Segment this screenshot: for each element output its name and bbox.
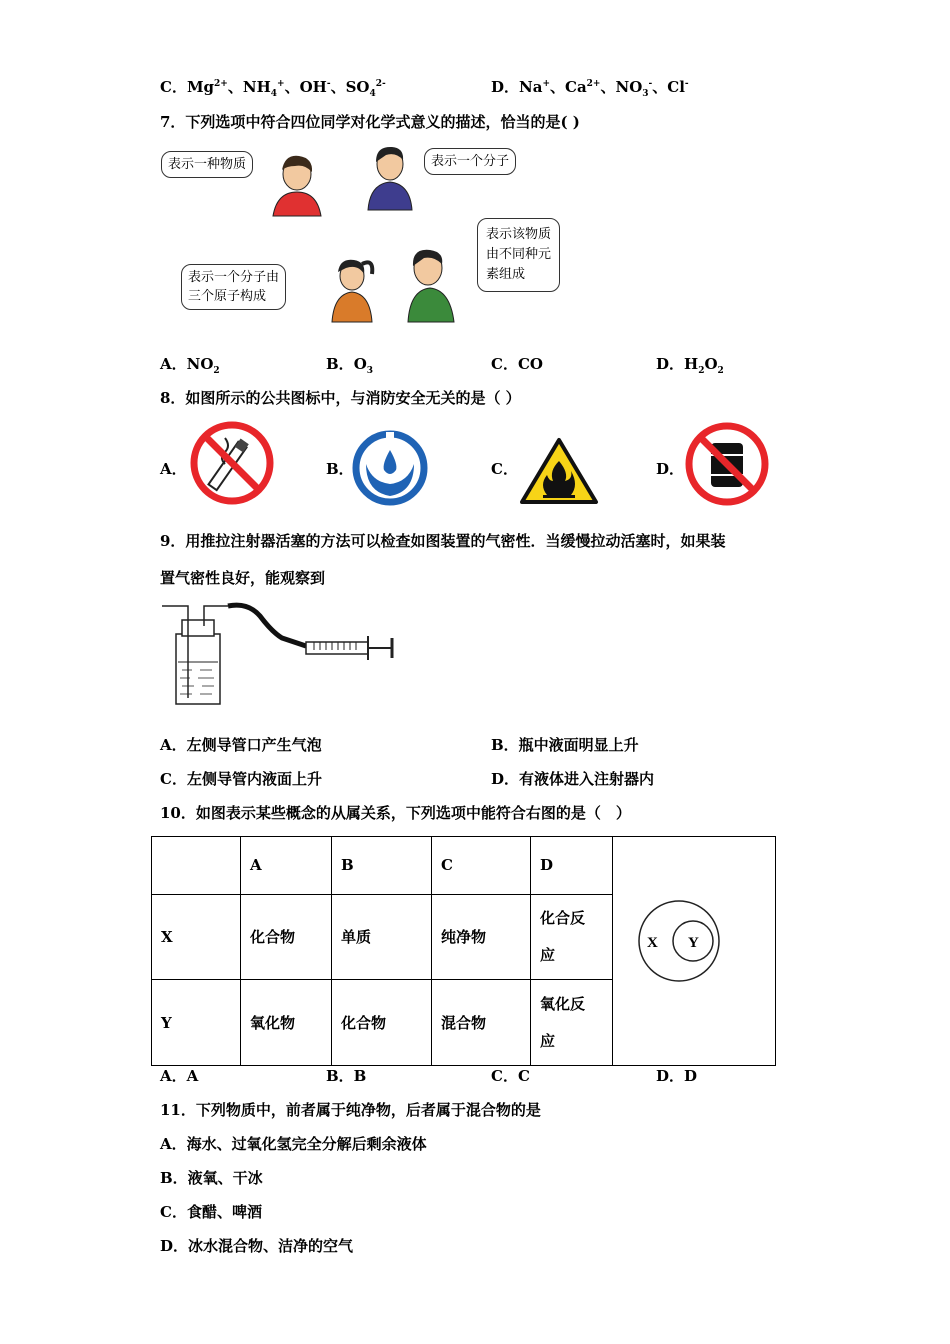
q9-option-a: A．左侧导管口产生气泡 [160,736,322,754]
outer-label: X [647,935,658,951]
q7-option-b: B．$O_3$ [326,355,374,376]
table-cell: 化合物 [332,980,432,1066]
table-cell: X [152,894,241,980]
q11-stem: 11．下列物质中，前者属于纯净物，后者属于混合物的是 [160,1101,541,1119]
q8-option-a: A． [160,460,187,478]
speech-bubble-4: 表示该物质 由不同种元 素组成 [477,218,560,292]
table-cell: 化合反 应 [531,894,613,980]
student-boy-3-icon [404,246,464,324]
venn-diagram-cell [613,837,776,1066]
table-cell: 单质 [332,894,432,980]
student-boy-1-icon [265,152,327,218]
speech-bubble-2: 表示一个分子 [424,148,516,175]
q11-option-b: B．液氧、干冰 [160,1169,263,1187]
q11-option-d: D．冰水混合物、洁净的空气 [160,1237,354,1255]
table-header-cell: D [531,837,613,895]
speech-bubble-1: 表示一种物质 [161,151,253,178]
q6-option-c: C．$Mg^{2+}$、$NH_4^+$、OH-、$SO_4^{2-}$ [160,78,386,99]
table-cell: Y [152,980,241,1066]
q8-option-b: B． [326,460,354,478]
table-header-cell [152,837,241,895]
q9-option-c: C．左侧导管内液面上升 [160,770,322,788]
q7-stem: 7．下列选项中符合四位同学对化学式意义的描述，恰当的是( ) [160,113,580,131]
q9-stem-line2: 置气密性良好，能观察到 [160,569,326,587]
q9-stem-line1: 9．用推拉注射器活塞的方法可以检查如图装置的气密性．当缓慢拉动活塞时，如果装 [160,532,726,550]
student-girl-icon [318,254,384,324]
no-oil-barrel-sign-icon [684,421,770,507]
table-cell: 纯净物 [432,894,531,980]
q10-option-a: A．A [160,1067,199,1085]
water-saving-sign-icon [352,430,428,506]
q7-option-c: C．CO [491,355,543,373]
no-smoking-sign-icon [189,420,275,506]
q11-option-a: A．海水、过氧化氢完全分解后剩余液体 [160,1135,427,1153]
q11-option-c: C．食醋、啤酒 [160,1203,262,1221]
table-cell: 氧化物 [241,980,332,1066]
q10-option-d: D．D [656,1067,698,1085]
table-header-cell: B [332,837,432,895]
q7-option-d: D．$H_2O_2$ [656,355,724,376]
student-boy-2-icon [362,142,424,212]
q8-option-c: C． [491,460,518,478]
q9-option-d: D．有液体进入注射器内 [491,770,655,788]
q6-option-d: D．Na+、$Ca^{2+}$、$NO_3^-$、Cl- [491,78,689,99]
q8-stem: 8．如图所示的公共图标中，与消防安全无关的是（ ） [160,389,521,407]
q9-option-b: B．瓶中液面明显上升 [491,736,639,754]
table-cell: 氧化反 应 [531,980,613,1066]
airtightness-apparatus-icon [156,598,402,710]
table-cell: 化合物 [241,894,332,980]
q10-option-c: C．C [491,1067,530,1085]
inner-label: Y [688,935,699,951]
table-header-cell: C [432,837,531,895]
table-header-cell: A [241,837,332,895]
q10-stem: 10．如图表示某些概念的从属关系，下列选项中能符合右图的是（ ） [160,804,631,822]
q10-option-b: B．B [326,1067,367,1085]
table-cell: 混合物 [432,980,531,1066]
q7-option-a: A．$NO_2$ [160,355,220,376]
speech-bubble-3: 表示一个分子由 三个原子构成 [181,264,286,310]
q8-option-d: D． [656,460,685,478]
flammable-warning-sign-icon [519,437,599,505]
concept-table [151,836,776,1066]
venn-diagram [613,837,773,1061]
